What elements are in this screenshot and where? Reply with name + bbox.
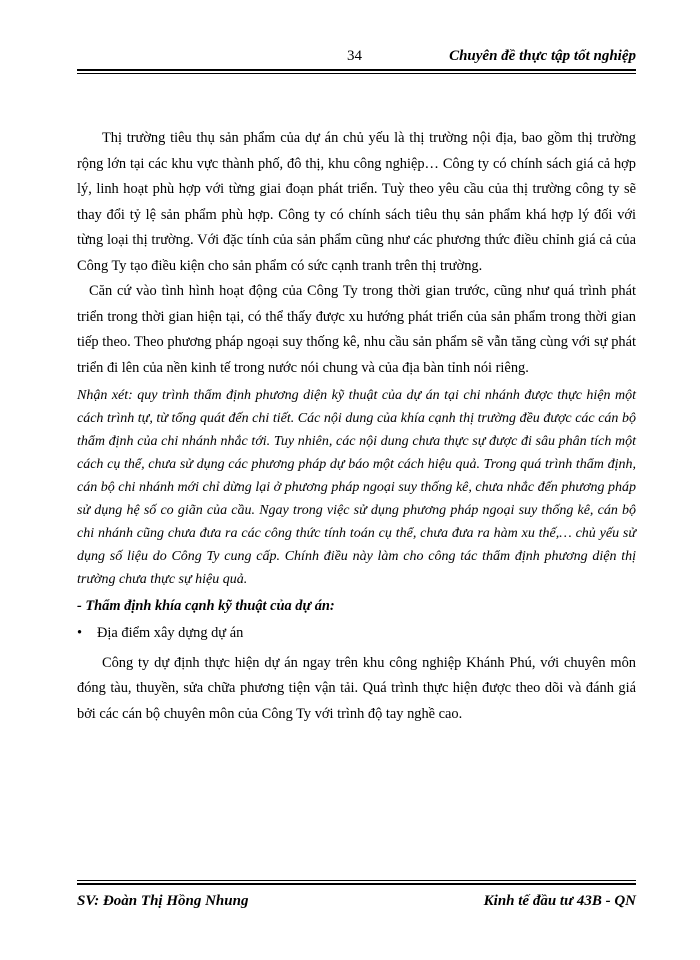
paragraph-market: Thị trường tiêu thụ sản phẩm của dự án chủ yếu là thị trường nội địa, bao gồm thị trường rộng lớn tại các khu vực thành phố, đô thị, khu công nghiệp… Công ty có chính sách giá cả hợp lý, linh hoạt phù hợp với từng giai đoạn phát triển. Tuỳ theo yêu cầu của thị trường công ty sẽ thay đổi tỷ lệ sản phẩm phù hợp. Công ty có chính sách tiêu thụ sản phẩm khá hợp lý đối với từng loại thị trường. Với đặc tính của sản phẩm cũng như các phương thức điều chỉnh giá cả của Công Ty tạo điều kiện cho sản phẩm có sức cạnh tranh trên thị trường. bbox=[77, 130, 636, 274]
header-rule-thick bbox=[77, 69, 636, 71]
bullet-text: Địa điểm xây dựng dự án bbox=[97, 625, 244, 641]
remark-paragraph: Nhận xét: quy trình thẩm định phương diện kỹ thuật của dự án tại chi nhánh được thực hiện một cách trình tự, từ tổng quát đến chi tiết. Các nội dung của khía cạnh thị trường đều được các cán bộ thẩm định của chi nhánh nhắc tới. Tuy nhiên, các nội dung chưa thực sự được đi sâu phân tích một cách cụ thể, chưa sử dụng các phương pháp dự báo một cách hiệu quả. Trong quá trình thẩm định, cán bộ chi nhánh mới chỉ dừng lại ở phương pháp ngoại suy thống kê, chưa nhắc đến phương pháp sử dụng hệ số co giãn của cầu. Ngay trong việc sử dụng phương pháp ngoại suy thống kê, cán bộ chi nhánh cũng chưa đưa ra các công thức tính toán cụ thể, chưa đưa ra hàm xu thế,… chủ yếu sử dụng số liệu do Công Ty cung cấp. Chính điều này làm cho công tác thẩm định phương diện thị trường chưa thực sự hiệu quả. bbox=[77, 388, 636, 587]
page-number: 34 bbox=[347, 48, 362, 64]
page-header bbox=[77, 44, 636, 72]
bullet-item bbox=[77, 621, 636, 647]
header-title: Chuyên đề thực tập tốt nghiệp bbox=[449, 48, 636, 64]
paragraph-location: Công ty dự định thực hiện dự án ngay trên khu công nghiệp Khánh Phú, với chuyên môn đóng tàu, thuyền, sửa chữa phương tiện vận tải. Quá trình thực hiện được theo dõi và đánh giá bởi các cán bộ chuyên môn của Công Ty với trình độ tay nghề cao. bbox=[77, 654, 636, 722]
section-heading: - Thẩm định khía cạnh kỹ thuật của dự án: bbox=[77, 598, 335, 614]
footer-class: Kinh tế đầu tư 43B - QN bbox=[483, 893, 636, 909]
footer-rule-thin bbox=[77, 880, 636, 881]
page-footer bbox=[77, 880, 636, 920]
bullet-dot-icon: • bbox=[77, 625, 83, 641]
paragraph-forecast: Căn cứ vào tình hình hoạt động của Công Ty trong thời gian trước, cũng như quá trình phát triển trong thời gian hiện tại, có thể thấy được xu hướng phát triển của sản phẩm trong thời gian tiếp theo. Theo phương pháp ngoại suy thống kê, nhu cầu sản phẩm sẽ vẫn tăng cùng với sự phát triển đi lên của nền kinh tế trong nước nói chung và của địa bàn tỉnh nói riêng. bbox=[77, 283, 636, 376]
document-body bbox=[77, 126, 636, 727]
header-rule-thin bbox=[77, 73, 636, 74]
footer-rule-thick bbox=[77, 883, 636, 885]
footer-author: SV: Đoàn Thị Hồng Nhung bbox=[77, 893, 249, 909]
